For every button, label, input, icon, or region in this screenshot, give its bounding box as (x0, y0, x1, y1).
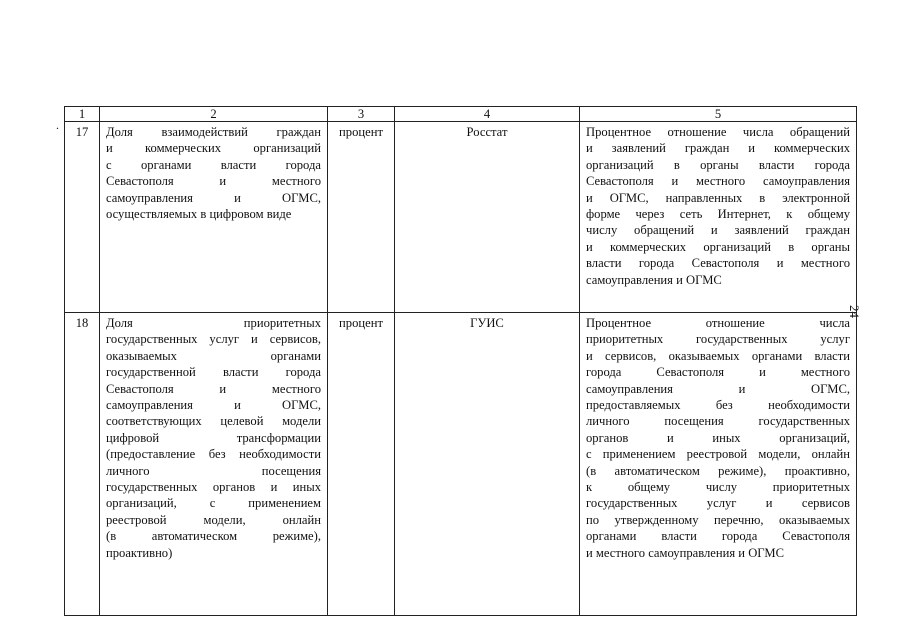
indicator-lines (100, 122, 327, 222)
text-line: (предоставление без необходимости (106, 447, 321, 462)
text-line: Севастополя и местного (106, 174, 321, 189)
text-line: государственных органов и иных (106, 480, 321, 495)
text-line: и коммерческих организаций (106, 141, 321, 156)
text-line: личного посещения (106, 463, 321, 478)
text-line: предоставляемых без необходимости (586, 398, 850, 413)
text-line: личного посещения государственных (586, 414, 850, 429)
text-line: форме через сеть Интернет, к общему (586, 207, 850, 222)
text-line: Севастополя и местного самоуправления (586, 174, 850, 189)
text-line: Процентное отношение числа (586, 316, 850, 330)
unit: процент (328, 313, 395, 616)
indicators-table (64, 106, 857, 616)
text-line: осуществляемых в цифровом виде (106, 207, 292, 222)
text-line: приоритетных государственных услуг (586, 332, 850, 347)
text-line: по утвержденному перечню, оказываемых (586, 512, 850, 527)
text-line: соответствующих целевой модели (106, 414, 321, 429)
indicator-name (100, 122, 328, 313)
text-line: органами власти города Севастополя (586, 529, 850, 544)
indicator-lines (100, 313, 327, 561)
calculation-method (580, 122, 857, 313)
method-lines (580, 313, 856, 561)
text-line: организаций, с применением (106, 496, 321, 511)
text-line: Доля взаимодействий граждан (106, 125, 321, 139)
text-line: (в автоматическом режиме), проактивно, (586, 463, 850, 478)
text-line: и заявлений граждан и коммерческих (586, 141, 850, 156)
text-line: с органами власти города (106, 157, 321, 172)
text-line: организаций в органы власти города (586, 157, 850, 172)
text-line: Доля приоритетных (106, 316, 321, 330)
text-line: Севастополя и местного (106, 381, 321, 396)
text-line: с применением реестровой модели, онлайн (586, 447, 850, 462)
text-line: самоуправления и ОГМС (586, 272, 722, 287)
row-number: 18 (65, 313, 100, 616)
page-number: 24 (847, 305, 862, 318)
text-line: города Севастополя и местного (586, 365, 850, 380)
text-line: числу обращений и заявлений граждан (586, 223, 850, 238)
stray-mark: . (56, 118, 59, 132)
text-line: самоуправления и ОГМС, (106, 190, 321, 205)
text-line: государственных услуг и сервисов, (106, 332, 321, 347)
text-line: и местного самоуправления и ОГМС (586, 545, 785, 560)
text-line: Процентное отношение числа обращений (586, 125, 850, 139)
indicator-name (100, 313, 328, 616)
method-lines (580, 122, 856, 288)
text-line: цифровой трансформации (106, 430, 321, 445)
text-line: государственной власти города (106, 365, 321, 380)
text-line: реестровой модели, онлайн (106, 512, 321, 527)
table-row (65, 122, 857, 313)
calculation-method (580, 313, 857, 616)
text-line: и ОГМС, направленных в электронной (586, 190, 850, 205)
data-source: Росстат (395, 122, 580, 313)
text-line: органов и иных организаций, (586, 430, 850, 445)
header-col-5: 5 (580, 107, 857, 122)
text-line: и коммерческих организаций в органы (586, 239, 850, 254)
text-line: самоуправления и ОГМС, (586, 381, 850, 396)
header-col-1: 1 (65, 107, 100, 122)
text-line: оказываемых органами (106, 348, 321, 363)
text-line: государственных услуг и сервисов (586, 496, 850, 511)
header-row (65, 107, 857, 122)
text-line: и сервисов, оказываемых органами власти (586, 348, 850, 363)
text-line: (в автоматическом режиме), (106, 529, 321, 544)
unit: процент (328, 122, 395, 313)
text-line: самоуправления и ОГМС, (106, 398, 321, 413)
text-line: власти города Севастополя и местного (586, 256, 850, 271)
data-source: ГУИС (395, 313, 580, 616)
header-col-2: 2 (100, 107, 328, 122)
row-number: 17 (65, 122, 100, 313)
header-col-3: 3 (328, 107, 395, 122)
table-row (65, 313, 857, 616)
text-line: к общему числу приоритетных (586, 480, 850, 495)
header-col-4: 4 (395, 107, 580, 122)
text-line: проактивно) (106, 545, 173, 560)
